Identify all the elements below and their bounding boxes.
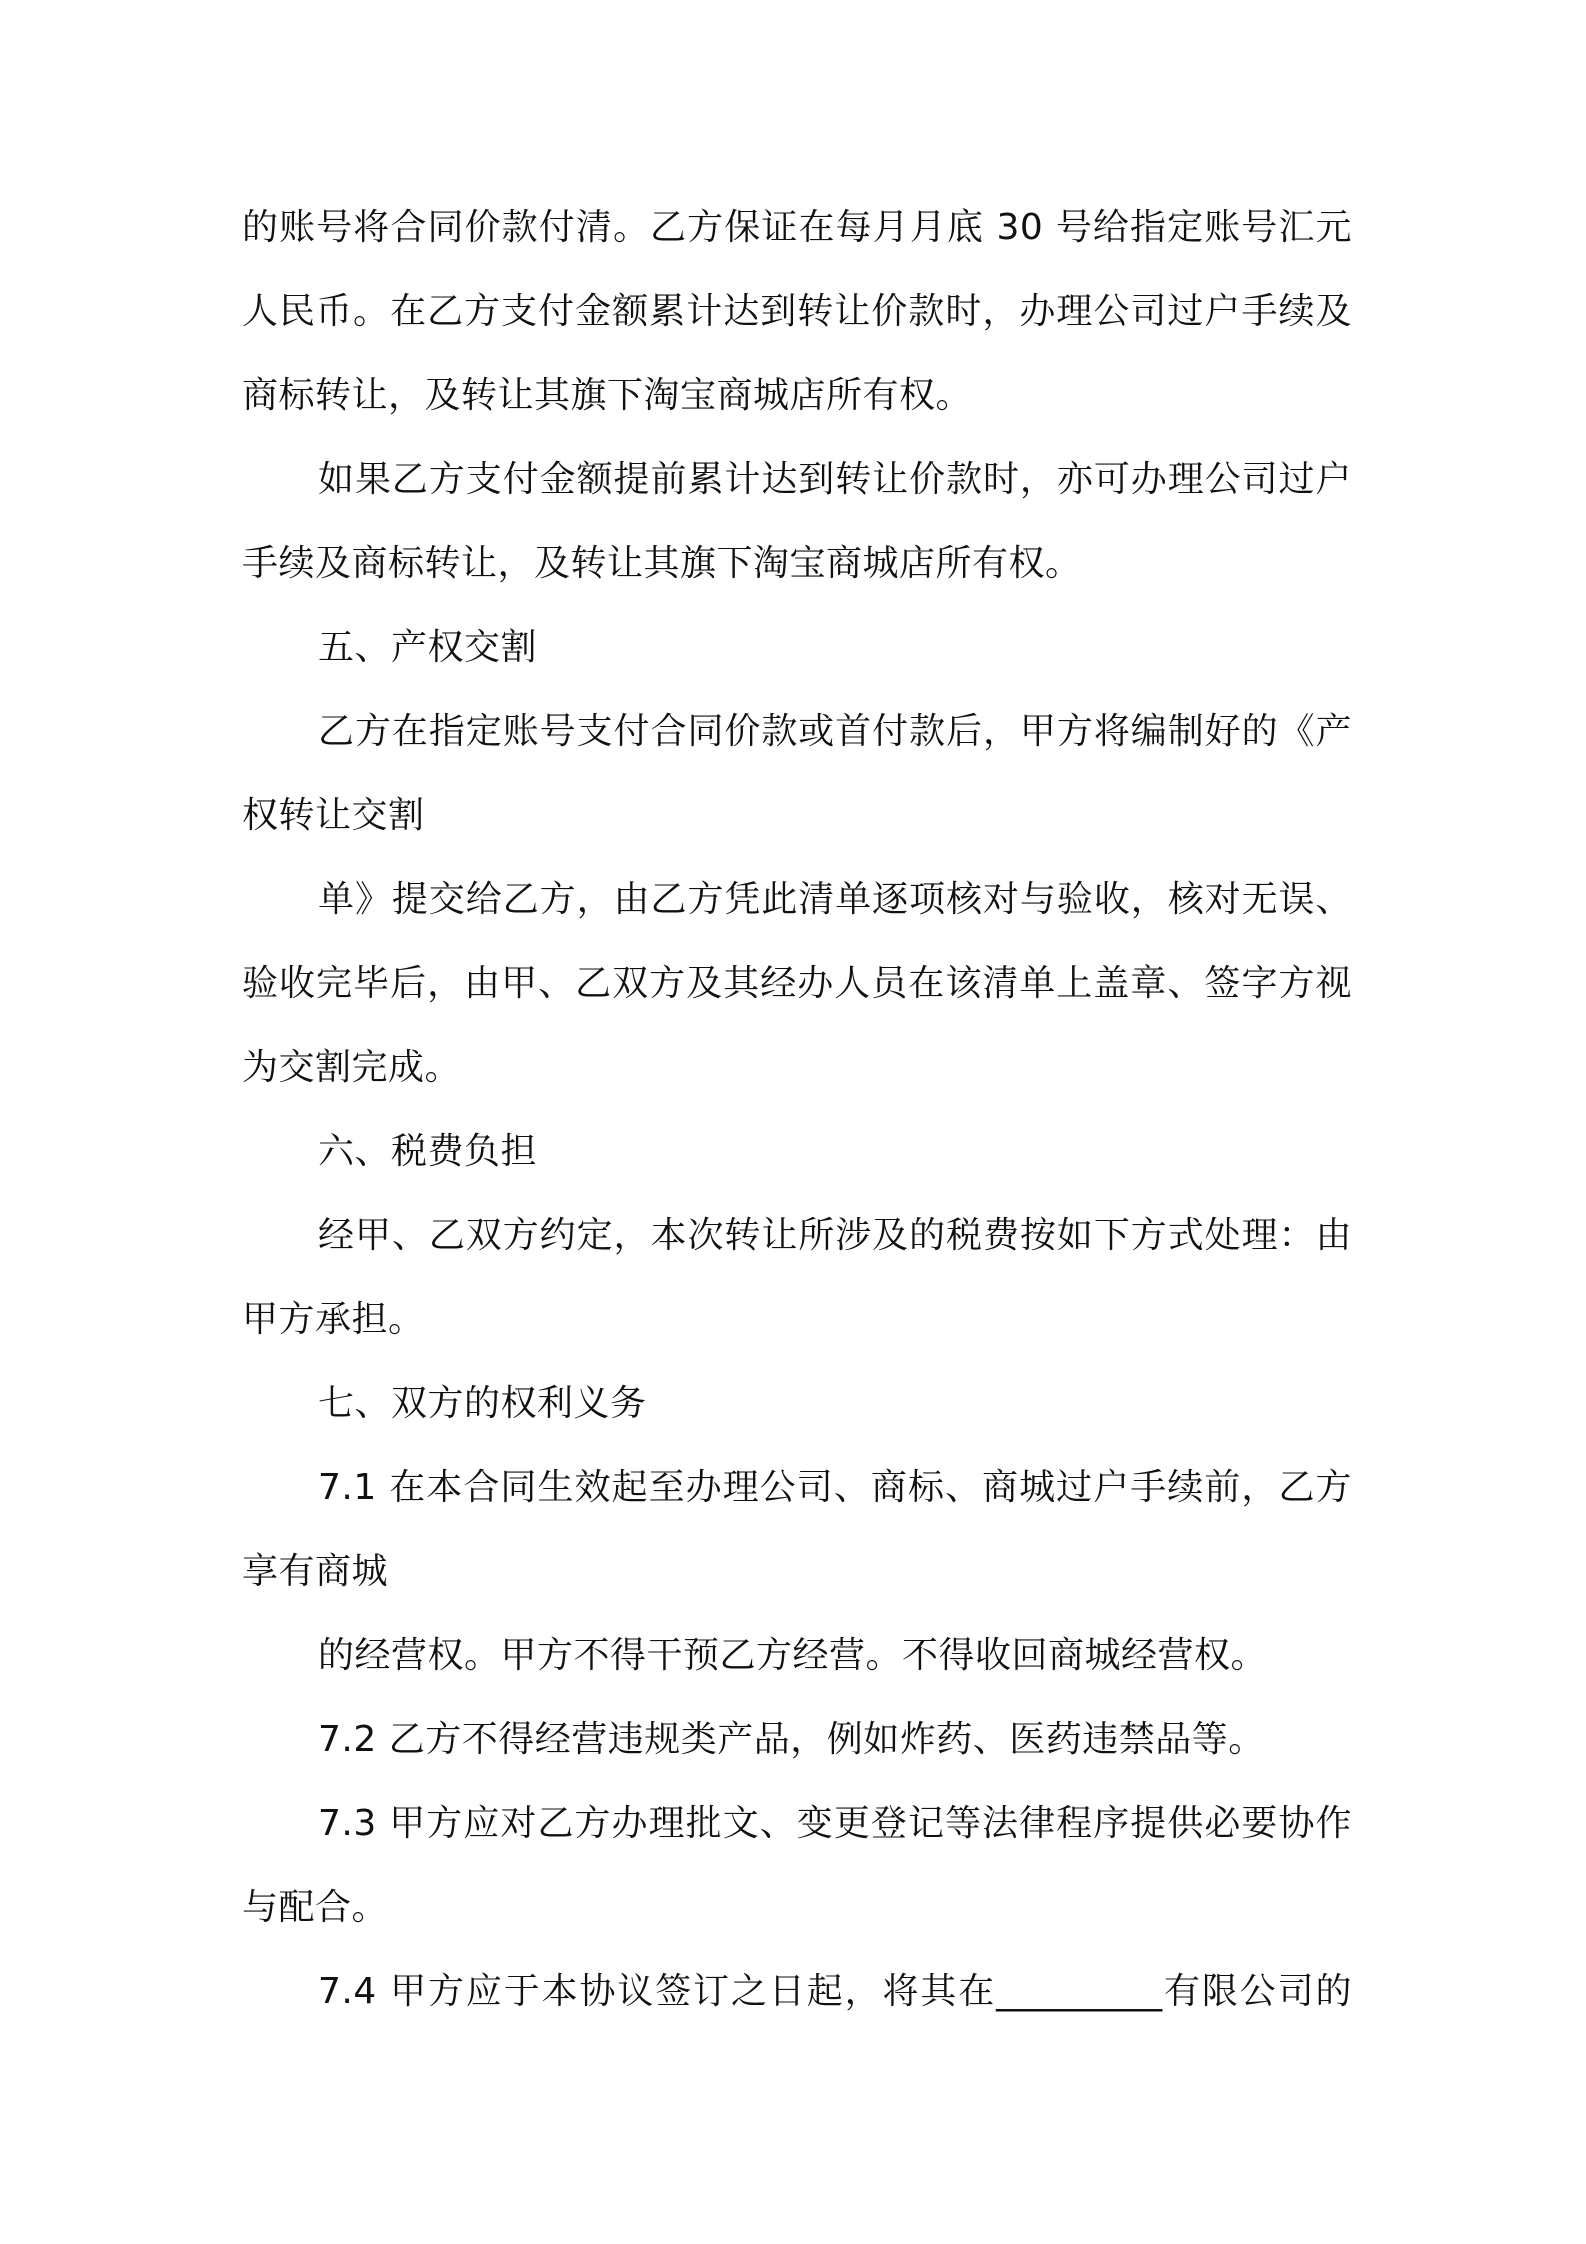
section-heading: 六、税费负担 [318,1131,538,1172]
text-line: 手续及商标转让，及转让其旗下淘宝商城店所有权。 [242,543,1082,584]
text-line: 7.2 乙方不得经营违规类产品，例如炸药、医药违禁品等。 [318,1719,1265,1760]
text-line: 为交割完成。 [242,1047,462,1088]
text-line: 经甲、乙双方约定，本次转让所涉及的税费按如下方式处理：由 [318,1215,1352,1256]
text-line: 7.3 甲方应对乙方办理批文、变更登记等法律程序提供必要协作 [318,1803,1352,1844]
text-line: 权转让交割 [242,795,425,836]
section-heading: 七、双方的权利义务 [318,1383,647,1424]
text-line: 商标转让，及转让其旗下淘宝商城店所有权。 [242,375,973,416]
text-line: 7.4 甲方应于本协议签订之日起，将其在_________有限公司的 [318,1971,1352,2012]
text-line: 验收完毕后，由甲、乙双方及其经办人员在该清单上盖章、签字方视 [242,963,1352,1004]
text-line: 人民币。在乙方支付金额累计达到转让价款时，办理公司过户手续及 [242,291,1352,332]
text-line: 享有商城 [242,1551,389,1592]
text-line: 与配合。 [242,1887,389,1928]
section-heading: 五、产权交割 [318,627,538,668]
text-line: 乙方在指定账号支付合同价款或首付款后，甲方将编制好的《产 [318,711,1352,752]
text-line: 单》提交给乙方，由乙方凭此清单逐项核对与验收，核对无误、 [318,879,1352,920]
text-line: 如果乙方支付金额提前累计达到转让价款时，亦可办理公司过户 [318,459,1352,500]
text-line: 的账号将合同价款付清。乙方保证在每月月底 30 号给指定账号汇元 [242,207,1352,248]
text-line: 甲方承担。 [242,1299,425,1340]
text-line: 的经营权。甲方不得干预乙方经营。不得收回商城经营权。 [318,1635,1268,1676]
text-line: 7.1 在本合同生效起至办理公司、商标、商城过户手续前，乙方 [318,1467,1352,1508]
